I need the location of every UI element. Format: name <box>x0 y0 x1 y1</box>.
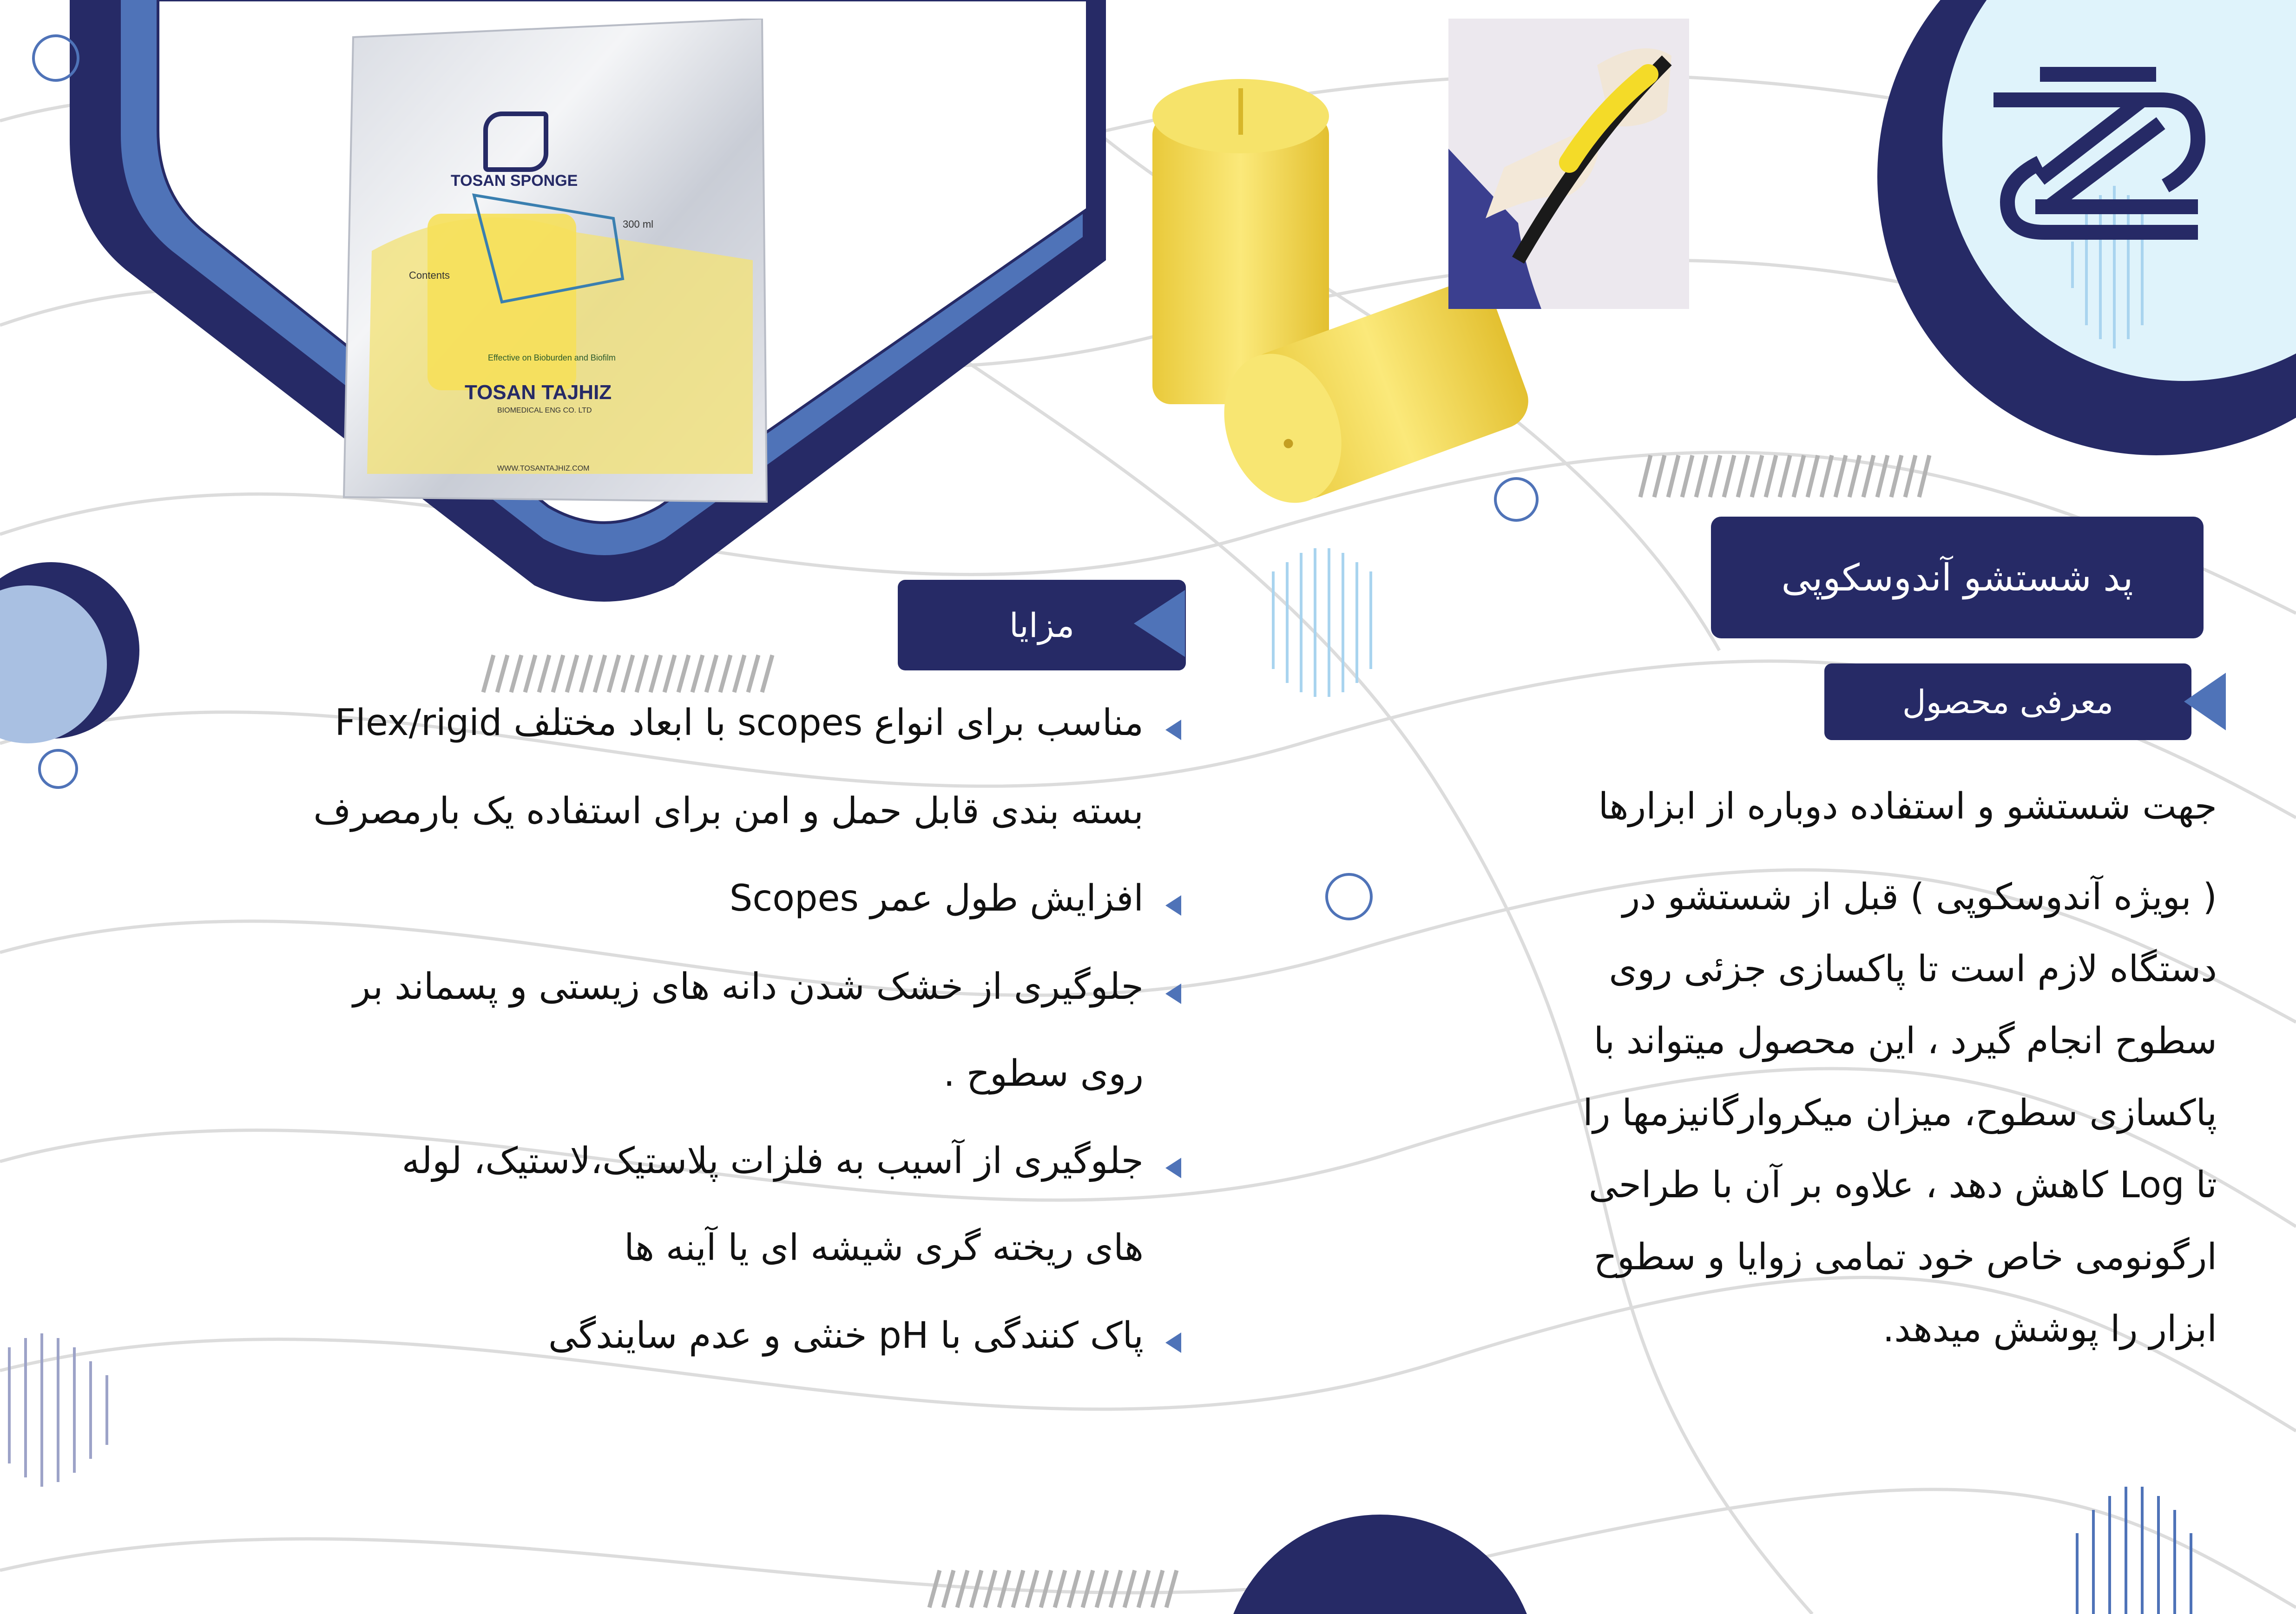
vertical-line-cluster <box>2077 1487 2191 1614</box>
package-company: TOSAN TAJHIZ <box>465 381 612 404</box>
bullet-icon <box>1165 895 1181 916</box>
bottom-navy-circle <box>1222 1515 1538 1614</box>
package-logo-icon <box>483 112 548 172</box>
feature-item: بسته بندی قابل حمل و امن برای استفاده یک بارمصرف <box>313 790 1144 832</box>
bullet-icon <box>1165 1332 1181 1353</box>
feature-item: مناسب برای انواع scopes با ابعاد مختلف Flex/rigid <box>335 702 1144 744</box>
tosan-logo-icon <box>1980 46 2212 260</box>
features-label-arrow <box>1134 590 1185 657</box>
vertical-line-cluster <box>1273 548 1371 697</box>
package-website: WWW.TOSANTAJHIZ.COM <box>497 465 590 472</box>
package-brand: TOSAN SPONGE <box>451 172 578 190</box>
intro-line: ارگونومی خاص خود تمامی زوایا و سطوح <box>1593 1236 2217 1278</box>
ring-decor <box>1327 874 1371 919</box>
intro-line: ( بویژه آندوسکوپی ) قبل از شستشو در <box>1622 876 2217 918</box>
intro-line: ابزار را پوشش میدهد. <box>1882 1308 2217 1350</box>
intro-line: پاکسازی سطوح، میزان میکروارگانیزمها را <box>1583 1092 2217 1134</box>
bullet-icon <box>1165 1158 1181 1178</box>
package-contents-heading: Contents <box>409 269 450 281</box>
intro-label: معرفی محصول <box>1902 682 2114 721</box>
feature-item: افزایش طول عمر Scopes <box>729 878 1144 919</box>
package-claim: Effective on Bioburden and Biofilm <box>488 353 616 362</box>
ring-decor <box>39 750 77 787</box>
feature-item-continued: روی سطوح . <box>943 1053 1144 1095</box>
features-label: مزایا <box>1009 605 1075 645</box>
product-package-photo <box>335 19 781 506</box>
intro-line: سطوح انجام گیرد ، این محصول میتواند با <box>1593 1020 2217 1062</box>
product-title-box <box>1711 517 2204 638</box>
intro-line: تا Log کاهش دهد ، علاوه بر آن با طراحی <box>1588 1164 2217 1206</box>
bullet-icon <box>1165 720 1181 740</box>
bullet-icon <box>1165 984 1181 1004</box>
feature-item: جلوگیری از خشک شدن دانه های زیستی و پسماند بر <box>353 966 1144 1008</box>
endoscope-cleaning-photo <box>1448 19 1689 309</box>
feature-item-continued: های ریخته گری شیشه ای یا آینه ها <box>624 1227 1144 1269</box>
logo <box>1980 46 2212 260</box>
feature-item: جلوگیری از آسیب به فلزات پلاستیک،لاستیک، لوله <box>401 1140 1144 1182</box>
intro-label-box <box>1824 663 2191 740</box>
intro-label-arrow <box>2184 673 2226 730</box>
feature-item: پاک کنندگی با pH خنثی و عدم سایندگی <box>548 1315 1144 1357</box>
package-volume: 300 ml <box>623 218 654 230</box>
vertical-line-cluster <box>9 1333 107 1487</box>
intro-line: جهت شستشو و استفاده دوباره از ابزارها <box>1598 786 2217 827</box>
product-title: پد شستشو آندوسکوپی <box>1781 556 2133 599</box>
package-company-sub: BIOMEDICAL ENG CO. LTD <box>497 407 592 414</box>
intro-line: دستگاه لازم است تا پاکسازی جزئی روی <box>1609 948 2217 990</box>
